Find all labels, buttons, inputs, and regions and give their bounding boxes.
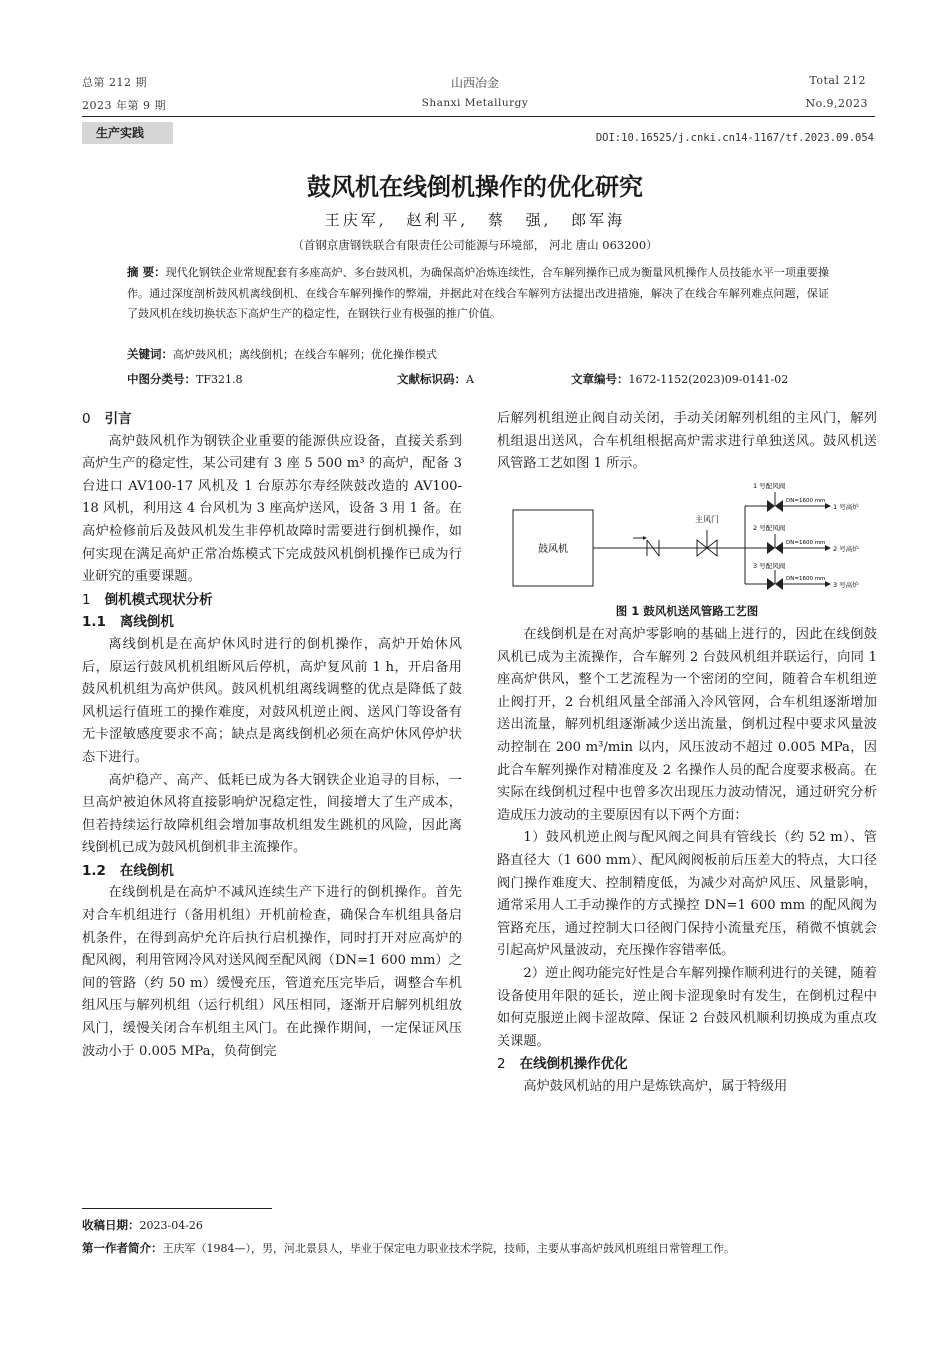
figure-caption: 图 1 鼓风机送风管路工艺图 — [615, 604, 759, 618]
valve-1-icon — [767, 492, 783, 512]
article-no — [571, 371, 788, 387]
furnace-3-label: 3 号高炉 — [833, 581, 859, 589]
paragraph-online-1: 在线倒机是在高炉不减风连续生产下进行的倒机操作。首先对合车机组进行（备用机组）开机前检查，确保合车机组具备启机条件，在得到高炉允许后执行启机操作，同时打开对应高炉的配风阀，利用管网冷风对送风阀至配风阀（DN=1 600 mm）之间的管路（约 50 m）缓慢充压，管道充压完毕后，调整合车机组风压与解列机组（运行机组）风压相同，逐渐开启解列机组放风门，缓慢关闭合车机组主风门。在此操作期间，一定保证风压波动小于 0.005 MPa，负荷倒完 — [82, 885, 462, 1059]
paragraph-reason-1: 1）鼓风机逆止阀与配风阀之间具有管线长（约 52 m）、管路直径大（1 600 mm）、配风阀阀板前后压差大的特点，大口径阀门操作难度大、控制精度低，为减少对高炉风压、风量影响，通常采用人工手动操作的方式操控 DN=1 600 mm 的配风阀为管路充压，通过控制大口径阀门保持小流量充压，稍微不慎就会引起高炉风量波动，充压操作容错率低。 — [497, 830, 877, 959]
paragraph-intro: 高炉鼓风机作为钢铁企业重要的能源供应设备，直接关系到高炉生产的稳定性，某公司建有 3 座 5 500 m³ 的高炉，配备 3 台进口 AV100-17 风机及 1 台原苏尔寿经陕鼓改造的 AV100-18 风机，利用这 4 台风机为 3 座高炉送风，设备 3 用 1 备。在高炉检修前后及鼓风机发生非停机故障时需要进行倒机操作，如何实现在满足高炉正常冶炼模式下完成鼓风机倒机操作已成为行业研究的重要课题。 — [82, 433, 462, 585]
dn-2-label: DN=1600 mm — [786, 540, 826, 546]
check-valve-icon — [633, 536, 659, 556]
clc-label: 中图分类号： — [127, 372, 196, 386]
received-date: 2023-04-26 — [139, 1219, 203, 1232]
heading-1-2-num: 1.2 — [82, 862, 106, 879]
heading-2-num: 2 — [497, 1056, 506, 1073]
heading-0-text: 引言 — [104, 411, 132, 427]
heading-1 — [82, 589, 462, 612]
pipeline-figure — [497, 480, 877, 598]
main-gate-label: 主风门 — [695, 515, 719, 524]
valve-3-label: 3 号配风阀 — [753, 562, 786, 570]
doc-code-label: 文献标识码： — [397, 372, 466, 386]
clc-text: TF321.8 — [196, 373, 243, 386]
main-gate-valve-icon — [697, 530, 717, 556]
received-label: 收稿日期： — [82, 1218, 140, 1232]
doi: DOI:10.16525/j.cnki.cn14-1167/tf.2023.09.054 — [595, 132, 874, 144]
paragraph-section-2: 高炉鼓风机站的用户是炼铁高炉，属于特级用 — [523, 1078, 788, 1094]
footnote-author — [82, 1240, 735, 1256]
left-column — [82, 408, 462, 1063]
heading-1-2 — [82, 860, 462, 883]
abstract — [127, 262, 829, 325]
header-issue-en: No.9,2023 — [805, 97, 868, 110]
heading-0-num: 0 — [82, 411, 91, 427]
heading-2-text: 在线倒机操作优化 — [519, 1056, 628, 1073]
heading-1-1-num: 1.1 — [82, 614, 106, 631]
affiliation: （首钢京唐钢铁联合有限责任公司能源与环境部， 河北 唐山 063200） — [292, 238, 658, 252]
heading-1-2-text: 在线倒机 — [119, 862, 174, 879]
article-no-text: 1672-1152(2023)09-0141-02 — [628, 373, 789, 386]
header-rule — [82, 116, 875, 117]
header-journal-cn: 山西冶金 — [450, 76, 499, 90]
header-journal-en: Shanxi Metallurgy — [421, 97, 529, 109]
keywords — [127, 346, 437, 362]
valve-2-icon — [767, 534, 783, 554]
right-column-bottom — [497, 624, 877, 1098]
right-column-top — [497, 408, 877, 476]
valve-2-label: 2 号配风阀 — [753, 524, 786, 532]
furnace-1-label: 1 号高炉 — [833, 503, 859, 511]
abstract-text: 现代化钢铁企业常规配套有多座高炉、多台鼓风机，为确保高炉冶炼连续性，合车解列操作已成为衡量风机操作人员技能水平一项重要操作。通过深度剖析鼓风机离线倒机、在线合车解列操作的弊端，并据此对在线合车解列方法提出改进措施，解决了在线合车解列难点问题，保证了鼓风机在线切换状态下高炉生产的稳定性，在钢铁行业有极强的推广价值。 — [127, 266, 829, 320]
heading-1-text: 倒机模式现状分析 — [104, 591, 213, 608]
paragraph-offline-1: 离线倒机是在高炉休风时进行的倒机操作，高炉开始休风后，原运行鼓风机机组断风后停机，高炉复风前 1 h，开启备用鼓风机机组为高炉供风。鼓风机机组离线调整的优点是降低了鼓风机运行值班工的操作难度，对鼓风机逆止阀、送风门等设备有无卡涩敏感度要求不高；缺点是离线倒机必须在高炉休风停炉状态下进行。 — [82, 636, 462, 765]
header-issue-cn: 2023 年第 9 期 — [82, 99, 166, 112]
doc-code — [397, 371, 474, 387]
paragraph-offline-2: 高炉稳产、高产、低耗已成为各大钢铁企业追寻的目标，一旦高炉被迫休风将直接影响炉况稳定性，间接增大了生产成本，但若持续运行故障机组会增加事故机组发生跳机的风险，因此离线倒机已成为鼓风机倒机非主流操作。 — [82, 772, 462, 856]
authors: 王庆军, 赵利平, 蔡 强, 郎军海 — [324, 211, 626, 229]
header-total-cn: 总第 212 期 — [82, 76, 147, 89]
dn-1-label: DN=1600 mm — [786, 498, 826, 504]
keywords-text: 高炉鼓风机；离线倒机；在线合车解列；优化操作模式 — [173, 348, 437, 361]
heading-0 — [82, 408, 462, 431]
dn-3-label: DN=1600 mm — [786, 576, 826, 582]
doc-code-text: A — [466, 373, 474, 386]
heading-1-num: 1 — [82, 591, 91, 608]
paragraph-online-2: 在线倒机是在对高炉零影响的基础上进行的，因此在线倒鼓风机已成为主流操作，合车解列 2 台鼓风机组并联运行，向同 1 座高炉供风，整个工艺流程为一个密闭的空间，随着合车机组逆止阀打开，2 台机组风量全部涌入冷风管网，合车机组逐渐增加送出流量，解列机组逐渐减少送出流量，倒机过程中要求风量波动控制在 200 m³/min 以内，风压波动不超过 0.005 MPa，因此合车解列操作对精准度及 2 名操作人员的配合度要求极高。在实际在线倒机过程中也曾多次出现压力波动情况，通过研究分析造成压力波动的主要原因有以下两个方面： — [497, 627, 877, 823]
article-no-label: 文章编号： — [571, 372, 629, 386]
paragraph-reason-2: 2）逆止阀功能完好性是合车解列操作顺利进行的关键，随着设备使用年限的延长，逆止阀卡涩现象时有发生，在倒机过程中如何克服逆止阀卡涩故障、保证 2 台鼓风机顺利切换成为重点攻关课题。 — [497, 965, 877, 1049]
footnote-received — [82, 1217, 203, 1233]
author-bio: 王庆军（1984—），男，河北景县人，毕业于保定电力职业技术学院，技师，主要从事高炉鼓风机班组日常管理工作。 — [162, 1242, 735, 1255]
footnote-rule — [82, 1208, 272, 1209]
heading-1-1 — [82, 611, 462, 634]
valve-1-label: 1 号配风阀 — [753, 482, 786, 490]
abstract-label: 摘 要： — [127, 265, 166, 279]
furnace-2-label: 2 号高炉 — [833, 545, 859, 553]
clc — [127, 371, 242, 387]
header-total-en: Total 212 — [809, 74, 866, 87]
author-bio-label: 第一作者简介： — [82, 1241, 163, 1255]
heading-1-1-text: 离线倒机 — [119, 614, 174, 631]
valve-3-icon — [767, 570, 783, 590]
paragraph-continued: 后解列机组逆止阀自动关闭，手动关闭解列机组的主风门，解列机组退出送风，合车机组根据高炉需求进行单独送风。鼓风机送风管路工艺如图 1 所示。 — [497, 411, 877, 472]
keywords-label: 关键词： — [127, 347, 173, 361]
blower-label: 鼓风机 — [538, 544, 568, 555]
paper-title: 鼓风机在线倒机操作的优化研究 — [307, 173, 643, 201]
heading-2 — [497, 1053, 877, 1076]
section-tag: 生产实践 — [82, 122, 173, 144]
